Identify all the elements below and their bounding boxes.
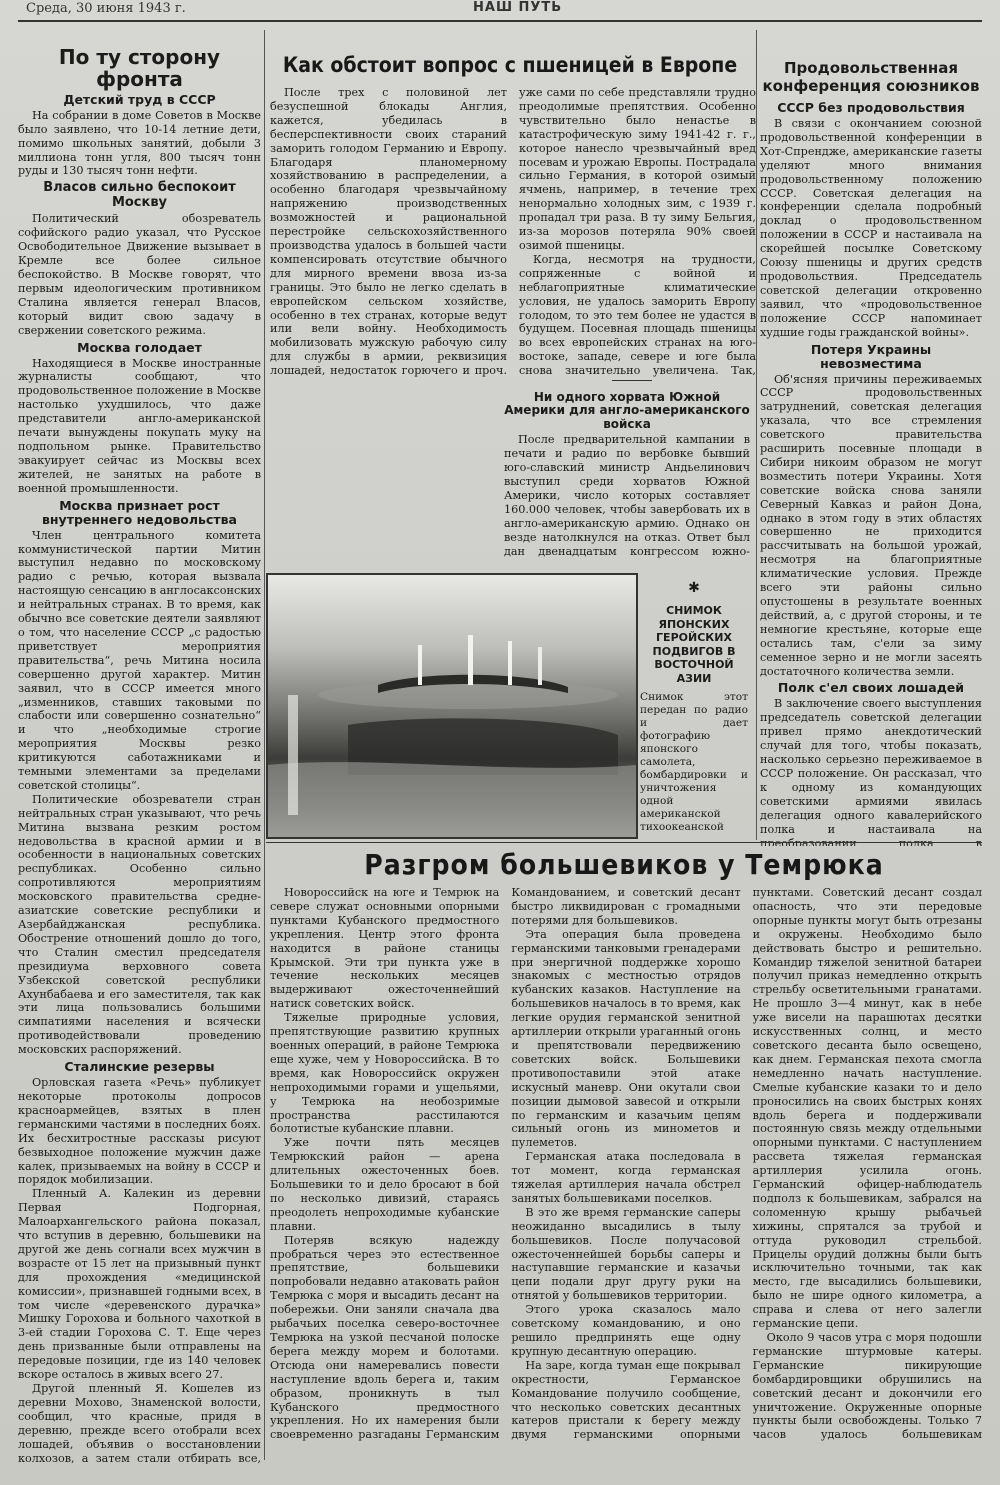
column-divider-right [756, 30, 757, 840]
article-temryuk [270, 886, 982, 1456]
section-title-conference: Продовольственная конференция союзников [762, 59, 980, 95]
article-discontent-p1: Член центрального комитета коммунистической партии Митин выступил недавно по московскому радио с речью, которая вызвала настоящую сенсацию в англосаксонских и нейтральных странах. В то время, как обычно все советские деятели заявляют о том, что население СССР „с радостью приветствует мероприятия правительства“, речь Митина носила совершенно другой характер. Митин заявил, что в СССР имеется много „изменников, ставших таковыми по слабости или совершенно сознательно“ и что „необходимые строгие мероприятия Москвы резко критикуются саботажниками и темными элементами за пределами советской столицы“. [18, 528, 261, 792]
temryuk-p8: Этого урока сказалось мало советскому командованию, и оно решило предпринять еще одну крупную десантную операцию. [511, 1303, 741, 1358]
newspaper-title: НАШ ПУТЬ [473, 0, 563, 15]
article-wheat [270, 86, 756, 391]
photo-caption [640, 580, 748, 835]
article-no-food: В связи с окончанием союзной продовольственной конференции в Хот-Спрендже, американские газеты уделяют много внимания продовольственному положению СССР. Советская делегация на конференции сделала подробный доклад о продовольственном положении в СССР и настаивала на скорейшей посылке Советскому Союзу пшеницы и других средств продовольствия. Председатель советской делегации откровенно заявил, что «продовольственное положение СССР напоминает худшие годы гражданской войны». [760, 117, 982, 339]
article-head-horses: Полк с'ел своих лошадей [777, 680, 965, 696]
column-divider [264, 30, 265, 1460]
article-ukraine: Об'ясняя причины переживаемых СССР продовольственных затруднений, советская делегация указала, что все стремления советского правительства расширить посевные площади в Сибири никоим образом не могут возместить потери Украины. Хотя советские войска снова заняли Северный Кавказ и район Дона, однако в этом году в этих областях совершенно не приходится рассчитывать на большой урожай, несмотря на благоприятные климатические условия. Прежде всего эти районы сильно опустошены в результате военных действий, а, с другой стороны, и те немногие крестьяне, которые еще остались там, с'ели за зиму семенное зерно и не могли засеять достаточного количества земли. [760, 372, 982, 678]
article-child-labor: На собрании в доме Советов в Москве было заявлено, что 10-14 летние дети, помимо школьных занятий, добыли 3 миллиона тонн угля, 800 тысяч тонн руды и 130 тысяч тонн нефти. [18, 108, 261, 178]
article-head-vlasov: Власов сильно беспокоит Москву [43, 180, 236, 210]
temryuk-p9: На заре, когда туман еще покрывал окрестности, Германское Командование получило сообщение, что несколько советских десантных катеров пристали к берегу между двумя германскими опорными пунктами. Советский десант создал опасность, что эти передовые опорные пункты могут быть отрезаны и окружены. Необходимо было действовать быстро и решительно. Командир тяжелой зенитной батареи получил приказ немедленно открыть стрельбу осветительными гранатами. Не прошло 3—4 минут, как в небе уже висели на парашютах десятки искусственных солнц, и место советского десанта было освещено, как днем. Германская пехота смогла немедленно начать наступление. Смелые кубанские казаки то и дело проносились на своих быстрых конях вдоль берега и поддерживали постоянную связь между отдельными опорными пунктами. С наступлением рассвета тяжелая германская артиллерия усилила огонь. Германский офицер-наблюдатель подполз к большевикам, забрался на соломенную крышу рыбачьей хижины, спрятался за трубой и оттуда руководил стрельбой. Прицелы орудий должны были быть исключительно точными, так как место, где высадились большевики, было не шире одного километра, а справа и слева от него залегли германские цепи. [511, 886, 982, 1442]
temryuk-p2: Тяжелые природные условия, препятствующие развитию крупных военных операций, в районе Темрюка еще хуже, чем у Новороссийска. В то время, как Новороссийск окружен непроходимыми горами и ущельями, у Темрюка на необозримые пространства расстилаются болотистые кубанские плавни. [270, 1011, 500, 1136]
temryuk-p3: Уже почти пять месяцев Темрюкский район — арена длительных ожесточенных боев. Большевики то и дело бросают в бой по несколько дивизий, стараясь преодолеть непроходимые кубанские плавни. [270, 1136, 500, 1233]
article-head-discontent: Москва признает рост внутреннего недовольства [42, 497, 237, 527]
temryuk-p6: Германская атака последовала в тот момент, когда германская тяжелая артиллерия начала обстрел занятых большевиками поселков. [511, 1150, 741, 1205]
right-column [760, 56, 982, 846]
article-reserves-p1: Орловская газета «Речь» публикует некоторые протоколы допросов красноармейцев, взятых в плен германскими частями в последних боях. Их бесхитростные рассказы рисуют безвыходное положение мужчин даже калек, призываемых на войну в СССР и порядок мобилизации. [18, 1076, 261, 1187]
temryuk-p1: Новороссийск на юге и Темрюк на севере служат основными опорными пунктами Кубанского предмостного укрепления. Центр этого фронта находится в районе станицы Крымской. Эти три пункта уже в течение нескольких месяцев выдерживают ожесточеннейший натиск советских войск. [270, 886, 500, 1011]
article-discontent-p2: Политические обозреватели стран нейтральных стран указывают, что речь Митина вызвана резким ростом недовольства в красной армии и в особенности в национальных советских республиках. Особенно сильно сопротивляются мероприятиям московского правительства средне-азиатские советские республики и Азербайджанская республика. Обострение отношений дошло до того, что Сталин сместил председателя президиума верховного совета Узбекской советской республики Ахунбабаева и его заместителя, так как эти лица пользовались большими симпатиями населения и всячески противодействовали проведению московских распоряжений. [18, 792, 261, 1057]
article-head-reserves: Сталинские резервы [64, 1059, 215, 1075]
section-title-front: По ту сторону фронта [58, 45, 221, 92]
asterisk-top-icon: ✱ [688, 580, 700, 596]
article-croats [504, 388, 750, 558]
article-moscow-hunger: Находящиеся в Москве иностранные журналисты сообщают, что продовольственное положение в Москве настолько ухудшилось, что даже представители англо-американской печати вынуждены покупать муку на подпольном рынке. Правительство эвакуирует сейчас из Москвы всех жителей, не занятых на работе в военной промышленности. [18, 356, 261, 495]
rule-temryuk [266, 842, 982, 843]
left-column [18, 44, 261, 1464]
article-reserves-p3: Другой пленный Я. Кошелев из деревни Мохово, Знаменской волости, сообщил, что красные, придя в деревню, прежде всего отобрали всех лошадей, объявив о восстановлении колхозов, а затем стали отбирать все, [18, 1382, 261, 1464]
article-wheat-p1: После трех с половиной лет безуспешной блокады Англия, кажется, убедилась в бесперспективности своих стараний заморить голодом Германию и Европу. Благодаря планомерному хозяйствованию в распределении, а особенно благодаря чрезвычайному напряжению производственных возможностей и рациональной перестройке сельскохозяйственного производства удалось в большей части компенсировать отсутствие обычного для мирного времени ввоза из-за границы. Это было не легко сделать в европейском сельском хозяйстве, особенно в тех странах, которые ведут или вели войну. Необходимость мобилизовать мужскую рабочую силу для службы в армии, реквизиция лошадей, недостаток горючего и проч. уже сами по себе представляли трудно преодолимые препятствия. Особенно чувствительно было ненастье в катастрофическую зиму 1941-42 г. г., которое нанесло чрезвычайный вред посевам и урожаю Европы. Пострадала сильно Германия, в которой озимый ячмень, например, в течение трех ненормально холодных зим, с 1939 г. пропадал три раза. В ту зиму Бельгия, из-за морозов потеряла 90% своей озимой пшеницы. [270, 86, 756, 378]
article-vlasov: Политический обозреватель софийского радио указал, что Русское Освободительное Движение вызывает в Кремле все более сильное беспокойство. В Москве говорят, что первым идеологическим противником Сталина является генерал Власов, который видит свою задачу в свержении советского режима. [18, 212, 261, 337]
photo-japanese-attack [266, 573, 638, 839]
headline-wheat: Как обстоит вопрос с пшеницей в Европе [282, 53, 738, 77]
article-reserves-p2: Пленный А. Калекин из деревни Первая Подгорная, Малоархангельского района показал, что вступив в деревню, большевики на другой же день согнали всех мужчин в возрасте от 15 лет на призывный пункт для прохождения «медицинской комиссии», признавшей годными всех, в том числе «деревенского дурачка» Мишку Горохова и больного чахоткой в 3-ей стадии Горохова С. Т. Еще через день призванные были отправлены на передовые позиции, где из 140 человек вскоре осталось в живых всего 27. [18, 1187, 261, 1382]
rule-croats [612, 380, 652, 381]
article-head-no-food: СССР без продовольствия [777, 100, 965, 115]
article-croats-text: После предварительной кампании в печати и радио по вербовке бывший юго-славский министр Андьелинович выступил среди хорватов Южной Америки, число которых составляет 160.000 человек, чтобы завербовать их в англо-американскую армию. Однако он везде натолкнулся на отказ. Ответ был дан двенадцатым конгрессом южно- [504, 433, 750, 558]
temryuk-p7: В это же время германские саперы неожиданно высадились в тылу большевиков. После получасовой ожесточеннейшей борьбы саперы и наступавшие германские и казачьи цепи подали друг другу руки на отнятой у большевиков территории. [511, 1205, 741, 1303]
temryuk-p10: Около 9 часов утра с моря подошли германские штурмовые катеры. Германские пикирующие бомбардировщики обрушились на советский десант и докончили его уничтожение. Окруженные опорные пункты были освобождены. Только 7 часов удалось большевикам [752, 1331, 982, 1442]
article-wheat-p2: Когда, несмотря на трудности, сопряженные с войной и неблагоприятные климатические условия, не удалось заморить Европу голодом, то это тем более не удастся в будущем. Посевная площадь пшеницы во всех европейских странах на юго-востоке, западе, севере и юге была снова значительно увеличена. Так, [519, 252, 756, 378]
photo-image [268, 575, 636, 837]
temryuk-p5: Эта операция была проведена германскими танковыми гренадерами при энергичной поддержке хорошо знакомых с местностью отрядов кубанских казаков. Наступление на большевиков началось в то время, как легкие орудия германской зенитной артиллерии открыли ураганный огонь и препятствовали передвижению советских войск. Большевики противопоставили этой атаке искусный маневр. Они окутали свои позиции дымовой завесой и открыли по германским и казачьим цепям сильный огонь из минометов и пулеметов. [511, 927, 741, 1150]
article-head-croats: Ни одного хорвата Южной Америки для англо-американского войска [504, 390, 750, 431]
article-head-moscow-hunger: Москва голодает [77, 339, 202, 355]
article-head-ukraine: Потеря Украины невозместима [810, 341, 932, 371]
article-horses: В заключение своего выступления председатель советской делегации привел прямо анекдотический случай для того, чтобы показать, насколько серьезно переживаемое в СССР положение. Он рассказал, что к одному из командующих советскими армиями явилась делегация одного кавалерийского полка и настаивала на [760, 697, 982, 836]
photo-caption-title: СНИМОК ЯПОНСКИХ ГЕРОЙСКИХ ПОДВИГОВ В ВОСТОЧНОЙ АЗИИ [652, 604, 736, 685]
photo-caption-text: Снимок этот передан по радио и дает фотографию японского самолета, бомбардировки и уничтожения одной американской тихоокеанской [640, 691, 748, 833]
temryuk-p4: Потеряв всякую надежду пробраться через это естественное препятствие, большевики попробовали недавно атаковать район Темрюка с моря и высадить десант на побережьи. Они заняли сначала два рыбачьих поселка северо-восточнее Темрюка на узкой песчаной полоске берега между морем и болотами. Отсюда они намеревались повести наступление вдоль берега и, таким образом, проникнуть в тыл Кубанского предмостного укрепления. Но их намерения были своевременно разгаданы Германским Командованием, и советский десант быстро ликвидирован с громадными потерями для большевиков. [270, 886, 741, 1442]
issue-date: Среда, 30 июня 1943 г. [26, 1, 186, 16]
headline-temryuk: Разгром большевиков у Темрюка [364, 848, 884, 881]
masthead [18, 0, 982, 22]
article-head-child-labor: Детский труд в СССР [63, 91, 216, 107]
